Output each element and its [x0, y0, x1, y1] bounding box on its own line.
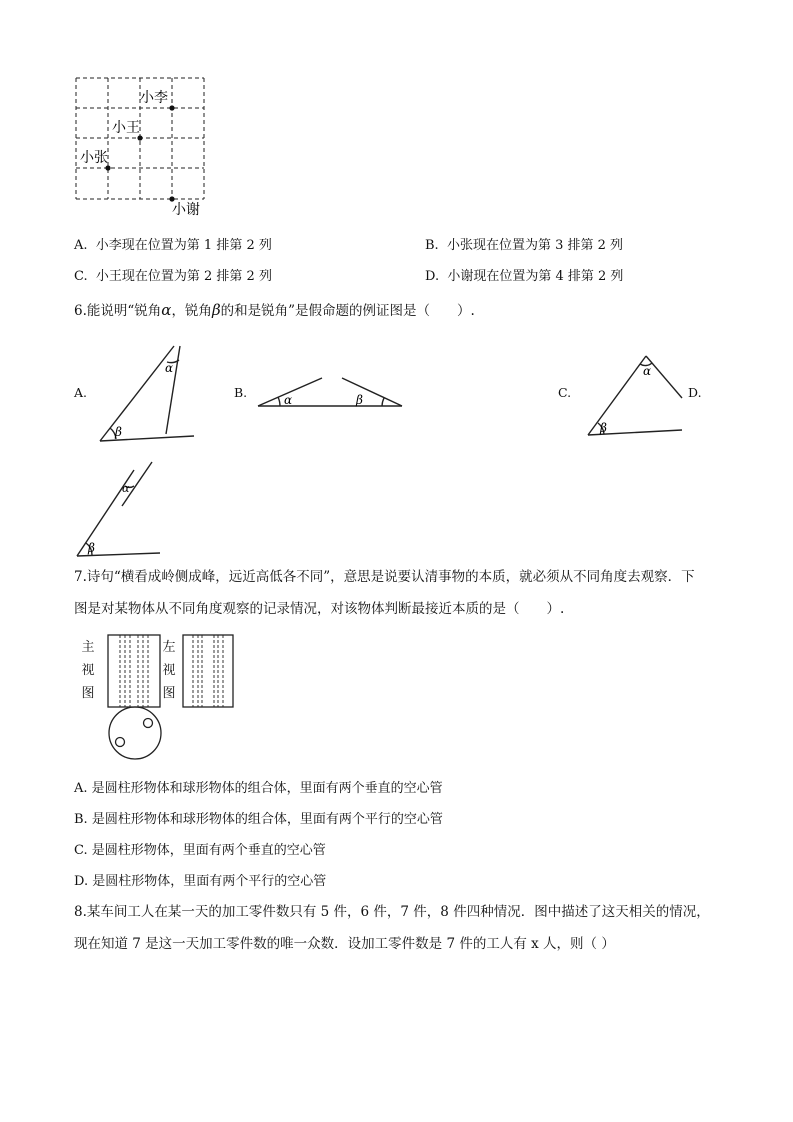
q6-figure-d: [72, 456, 167, 561]
q6-b-beta: β: [356, 393, 363, 407]
q6-figure-c: [582, 350, 687, 440]
q8-question-line1: 8.某车间工人在某一天的加工零件数只有 5 件，6 件，7 件，8 件四种情况．图中描述了这天相关的情况，: [74, 904, 710, 920]
point-xie: [169, 196, 174, 201]
q6-c-alpha: α: [643, 364, 652, 378]
q6-c-beta: β: [600, 421, 607, 435]
q7-option-c: C. 是圆柱形物体，里面有两个垂直的空心管: [74, 843, 326, 858]
q5-option-a: A. 小李现在位置为第 1 排第 2 列: [74, 238, 272, 253]
q6-label-d: D.: [688, 385, 702, 400]
q6-b-alpha: α: [284, 393, 293, 407]
top-view: [109, 707, 161, 759]
label-li: 小李: [140, 90, 168, 106]
point-wang: [137, 135, 142, 140]
q5-option-c: C. 小王现在位置为第 2 排第 2 列: [74, 269, 272, 284]
q6-d-alpha: α: [122, 482, 130, 495]
q7-views-figure: [100, 630, 240, 760]
q7-option-d: D. 是圆柱形物体，里面有两个平行的空心管: [74, 874, 327, 889]
front-view: [108, 635, 160, 707]
label-wang: 小王: [112, 120, 140, 136]
point-li: [169, 105, 174, 110]
q7-option-b: B. 是圆柱形物体和球形物体的组合体，里面有两个平行的空心管: [74, 812, 443, 827]
q5-option-d: D. 小谢现在位置为第 4 排第 2 列: [425, 269, 624, 284]
q6-question: 6.能说明“锐角α，锐角β的和是锐角”是假命题的例证图是（ ）.: [74, 301, 475, 319]
q6-figure-a: [90, 338, 200, 453]
q6-label-b: B.: [234, 385, 248, 400]
q7-question-line1: 7.诗句“横看成岭侧成峰，远近高低各不同”，意思是说要认清事物的本质，就必须从不同角度去观察．下: [74, 569, 695, 585]
q5-option-b: B. 小张现在位置为第 3 排第 2 列: [425, 238, 624, 253]
q6-figure-b: [252, 372, 407, 417]
label-zhang: 小张: [80, 150, 108, 166]
q6-label-a: A.: [74, 385, 88, 400]
q6-a-beta: β: [115, 425, 122, 439]
q6-d-beta: β: [88, 541, 95, 555]
seat-grid-figure: [70, 72, 220, 222]
q8-question-line2: 现在知道 7 是这一天加工零件数的唯一众数．设加工零件数是 7 件的工人有 x 人，则（ ）: [74, 936, 615, 952]
q6-label-c: C.: [558, 385, 572, 400]
q7-question-line2: 图是对某物体从不同角度观察的记录情况，对该物体判断最接近本质的是（ ）.: [74, 601, 565, 617]
q7-option-a: A. 是圆柱形物体和球形物体的组合体，里面有两个垂直的空心管: [74, 781, 443, 796]
front-view-label: 主 视 图: [81, 640, 95, 701]
left-view: [183, 635, 233, 707]
point-zhang: [105, 165, 110, 170]
left-view-label: 左 视 图: [162, 640, 176, 701]
q6-a-alpha: α: [165, 361, 174, 375]
label-xie: 小谢: [172, 202, 200, 218]
